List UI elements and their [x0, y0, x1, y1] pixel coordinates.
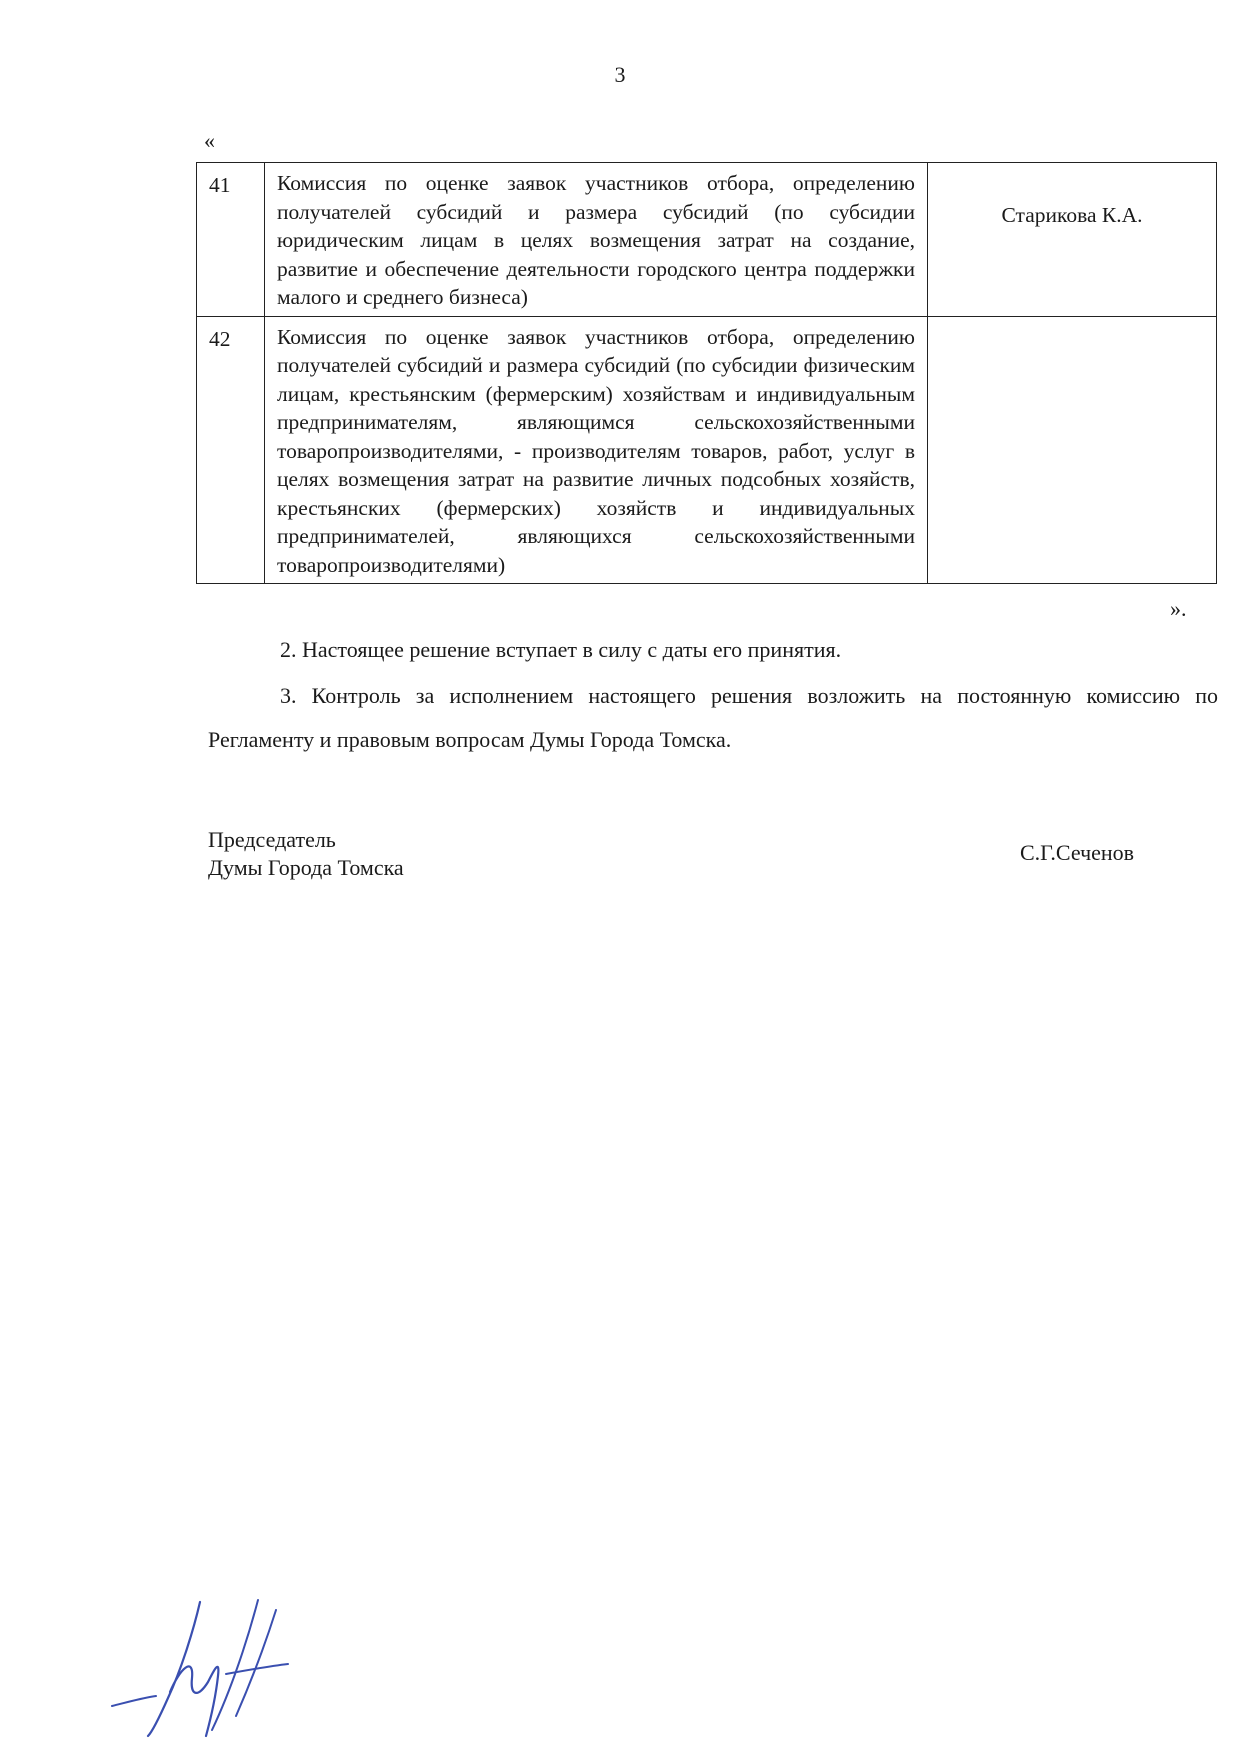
paragraph-control: 3. Контроль за исполнением настоящего решения возложить на постоянную комиссию по Регламенту и правовым вопросам Думы Города Томска. — [208, 683, 1218, 752]
signatory-name: С.Г.Сеченов — [1020, 840, 1135, 865]
open-quote: « — [204, 128, 215, 153]
commission-description: Комиссия по оценке заявок участников отбора, определению получателей субсидий и размера субсидий (по субсидии физическим лицам, крестьянским (фермерским) хозяйствам и индивидуальным предпринимателям, являющимся сельскохозяйственными товаропроизводителями, - производителям товаров, работ, услуг в целях возмещения затрат на развитие личных подсобных хозяйств, крестьянских (фермерских) хозяйств и индивидуальных предпринимателей, являющихся сельскохозяйственными товаропроизводителями) — [265, 316, 928, 584]
signatory-title-line2: Думы Города Томска — [208, 855, 404, 880]
paragraph-effective-date: 2. Настоящее решение вступает в силу с даты его принятия. — [280, 637, 842, 662]
commission-description: Комиссия по оценке заявок участников отбора, определению получателей субсидий и размера субсидий (по субсидии юридическим лицам в целях возмещения затрат на создание, развитие и обеспечение деятельности городского центра поддержки малого и среднего бизнеса) — [265, 163, 928, 317]
signatory-title-line1: Председатель — [208, 827, 336, 852]
commission-member: Старикова К.А. — [928, 163, 1217, 317]
handwritten-signature — [108, 1598, 298, 1738]
table-row — [197, 163, 1217, 317]
page-number: 3 — [614, 62, 626, 87]
row-number: 41 — [197, 163, 265, 317]
commission-member — [928, 316, 1217, 584]
table-row — [197, 316, 1217, 584]
row-number: 42 — [197, 316, 265, 584]
close-quote: ». — [1170, 596, 1187, 621]
signatory-title — [208, 826, 404, 882]
commission-table — [196, 162, 1217, 584]
